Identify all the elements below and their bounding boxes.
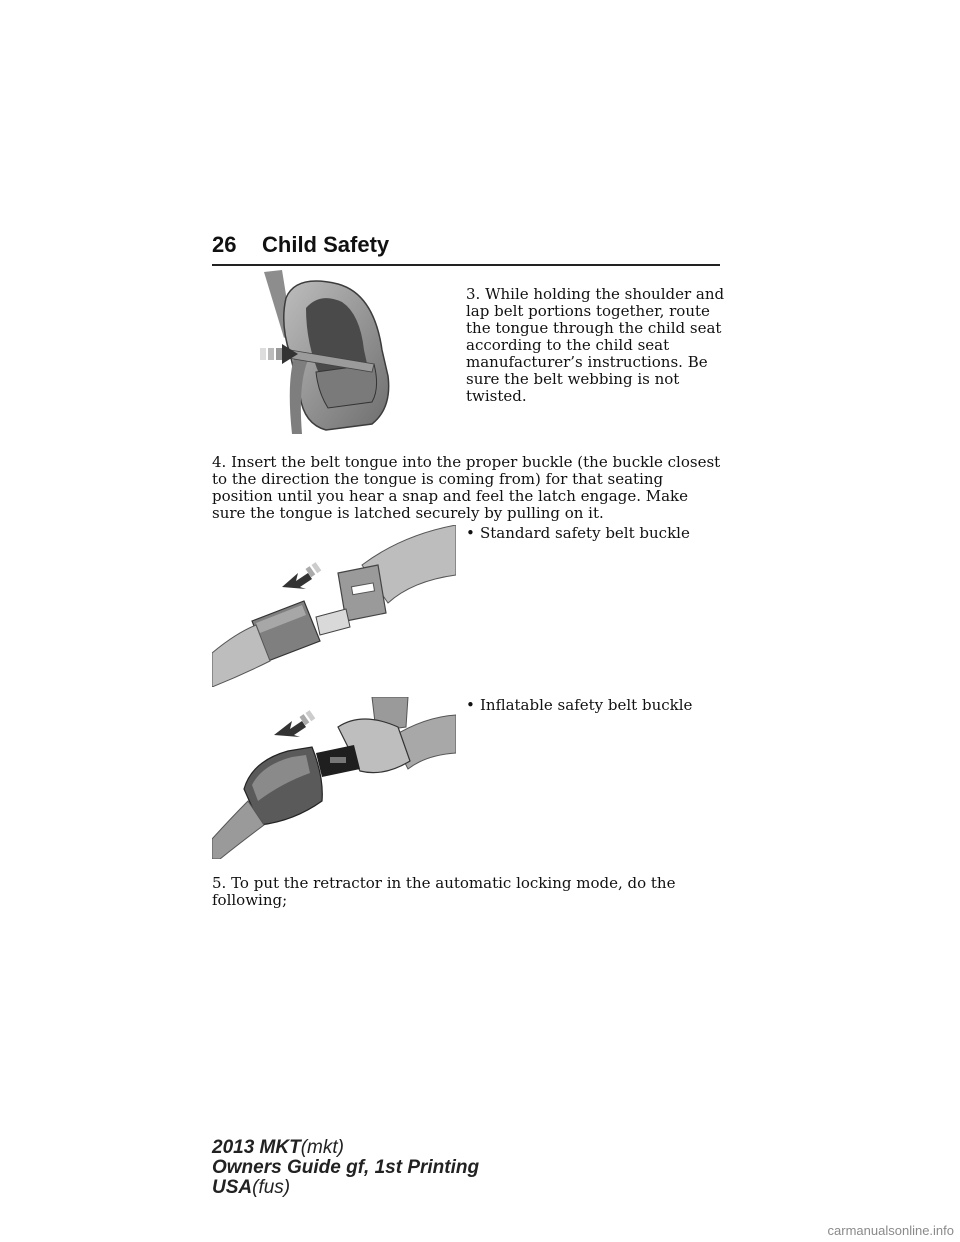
footer-line-2: Owners Guide gf, 1st Printing	[212, 1157, 480, 1178]
bullet-standard-buckle: • Standard safety belt buckle	[466, 524, 690, 542]
bullet-standard-buckle-label: Standard safety belt buckle	[480, 524, 690, 542]
page-footer	[212, 1138, 479, 1198]
header-rule	[212, 264, 720, 266]
page-number: 26	[212, 232, 237, 257]
insert-arrow-icon	[282, 562, 321, 589]
standard-buckle-illustration	[212, 525, 456, 687]
section-title: Child Safety	[262, 232, 390, 257]
inflatable-buckle-illustration	[212, 697, 456, 859]
watermark: carmanualsonline.info	[827, 1223, 954, 1238]
bullet-inflatable-buckle: • Inflatable safety belt buckle	[466, 696, 693, 714]
step-3-text: 3. While holding the shoulder and lap belt portions together, route the tongue through the child seat according to the child seat manufacturer’s instructions. Be sure the belt webbing is not twisted.	[466, 285, 725, 405]
bullet-inflatable-buckle-label: Inflatable safety belt buckle	[480, 696, 693, 714]
footer-line-1: 2013 MKT(mkt)	[212, 1137, 344, 1158]
page-header	[212, 232, 720, 272]
footer-line-3: USA(fus)	[212, 1177, 291, 1198]
insert-arrow-icon	[274, 710, 315, 737]
child-seat-illustration	[256, 268, 456, 434]
step-4-text: 4. Insert the belt tongue into the proper buckle (the buckle closest to the direction the tongue is coming from) for that seating position until you hear a snap and feel the latch engage. Make sure the tongue is latched securely by pulling on it.	[212, 453, 721, 522]
step-5-text: 5. To put the retractor in the automatic locking mode, do the following;	[212, 874, 676, 909]
